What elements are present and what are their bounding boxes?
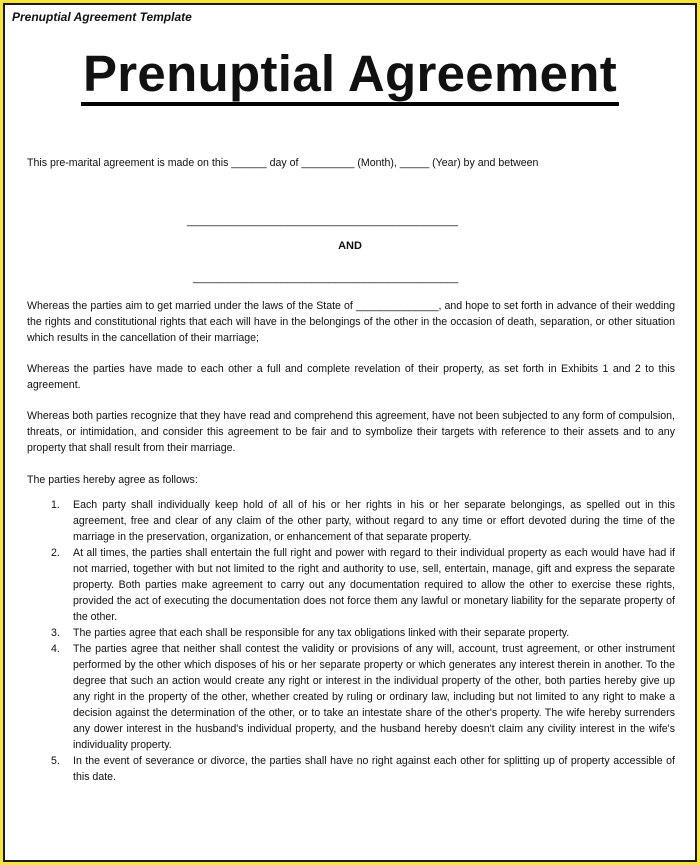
clause-number: 1.	[51, 499, 60, 511]
clause-number: 2.	[51, 547, 60, 559]
clause-text: Each party shall individually keep hold of all of his or her rights in his or her separate belongings, as spelled out in this agreement, free and clear of any claim of the other party, without regard to any time or effort devoted during the time of the marriage in the preservation, organization, or enhancement of that separate property.	[73, 499, 675, 543]
clause-text: The parties agree that each shall be responsible for any tax obligations linked with their separate property.	[73, 627, 570, 639]
clause-text: At all times, the parties shall entertain the full right and power with regard to their individual property as each would have had if not married, together with but not limited to the right and authority to use, sell, entertain, manage, gift and express the separate property. Both parties make agreement to carry out any documentation required to allow the other to exercise these rights, provided the act of executing the documentation does not force them any lawful or monetary liability for the separate property of the other.	[73, 547, 675, 623]
clause-item	[27, 497, 675, 545]
clause-text: In the event of severance or divorce, the parties shall have no right against each other for splitting up of property accessible of this date.	[73, 755, 675, 783]
clause-item	[27, 641, 675, 753]
whereas-paragraph-1: Whereas the parties aim to get married under the laws of the State of ______________, and hope to set forth in advance of their wedding the rights and constitutional rights that each will have in the belongings of the other in the occasion of death, separation, or other situation which results in the cancellation of their marriage;	[27, 300, 675, 344]
clause-number: 5.	[51, 755, 60, 767]
page-title-wrapper	[5, 45, 695, 103]
document-label: Prenuptial Agreement Template	[12, 10, 192, 24]
document-page	[3, 3, 697, 862]
clause-number: 4.	[51, 643, 60, 655]
and-label: AND	[338, 240, 362, 252]
party-one-blank: ______________________________________________	[187, 215, 459, 227]
clause-text: The parties agree that neither shall contest the validity or provisions of any will, account, trust agreement, or other instrument performed by the other which disposes of his or her separate property or which generates any interest therein in another. To the degree that such an action would create any right or interest in the individual property of the other, both parties hereby give up any right in the property of the other, whether created by ruling or ordinary law, including but not limited to any right to make a decision against the determination of the other, or to take an intestate share of the other's property. The wife hereby surrenders any dower interest in the husband's individual property, and the husband hereby doesn't claim any civility interest in the wife's individuality property.	[73, 643, 675, 751]
party-two-blank: _____________________________________________	[193, 272, 459, 284]
intro-paragraph: This pre-marital agreement is made on this ______ day of _________ (Month), _____ (Year) by and between	[27, 157, 539, 169]
clause-item	[27, 545, 675, 625]
whereas-paragraph-2: Whereas the parties have made to each other a full and complete revelation of their property, as set forth in Exhibits 1 and 2 to this agreement.	[27, 363, 675, 391]
clause-item	[27, 753, 675, 785]
page-title: Prenuptial Agreement	[81, 45, 619, 106]
agree-intro: The parties hereby agree as follows:	[27, 474, 198, 486]
clause-number: 3.	[51, 627, 60, 639]
clause-list	[27, 497, 675, 785]
whereas-paragraph-3: Whereas both parties recognize that they have read and comprehend this agreement, have not been subjected to any form of compulsion, threats, or intimidation, and consider this agreement to be fair and to symbolize their targets with reference to their assets and to any property that shall result from their marriage.	[27, 410, 675, 454]
clause-item	[27, 625, 675, 641]
